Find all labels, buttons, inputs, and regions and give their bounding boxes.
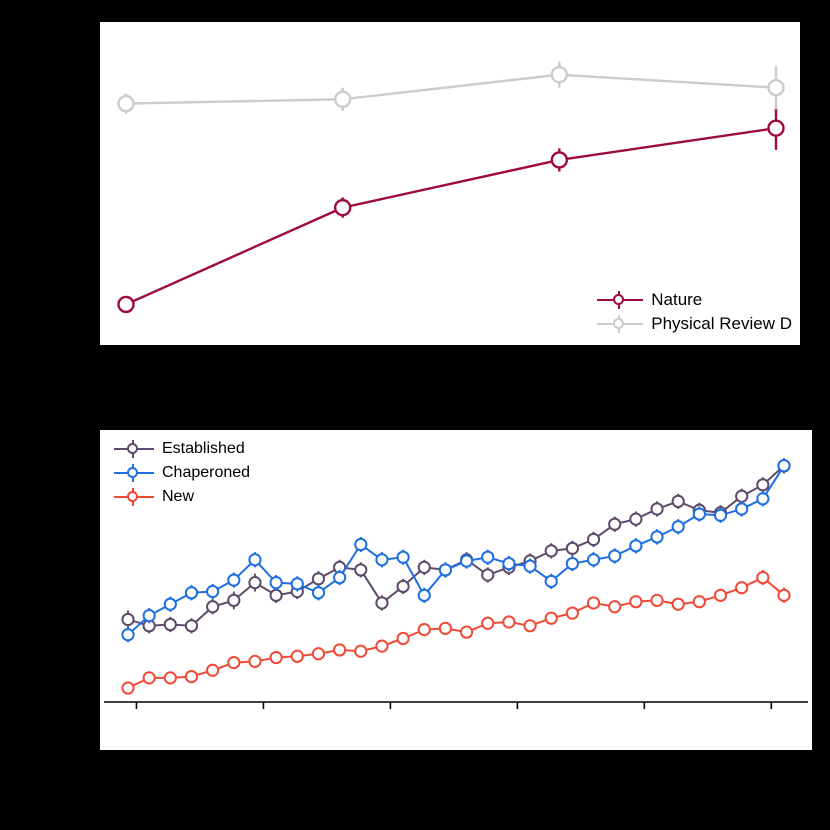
top-chart-legend: [597, 291, 792, 333]
bottom-chart-legend: [114, 440, 250, 506]
legend-item-physical-review-d: [597, 315, 792, 333]
legend-label-established: Established: [162, 440, 245, 457]
legend-marker-nature: [597, 292, 643, 308]
legend-label-new: New: [162, 488, 195, 505]
legend-marker-physical-review-d: [597, 316, 643, 332]
series-physical-review-d: [119, 62, 784, 114]
legend-marker-new: [114, 489, 154, 505]
legend-label-nature: Nature: [651, 290, 703, 309]
legend-item-new: [114, 488, 194, 506]
legend-item-nature: [597, 291, 702, 309]
legend-item-chaperoned: [114, 464, 250, 482]
legend-label-physical-review-d: Physical Review D: [651, 314, 792, 333]
chart-panel-bottom: [100, 430, 812, 750]
legend-label-chaperoned: Chaperoned: [162, 464, 251, 481]
series-nature: [119, 106, 784, 311]
legend-item-established: [114, 440, 245, 458]
legend-marker-established: [114, 441, 154, 457]
legend-marker-chaperoned: [114, 465, 154, 481]
chart-panel-top: [100, 22, 800, 345]
series-new: [122, 570, 789, 694]
